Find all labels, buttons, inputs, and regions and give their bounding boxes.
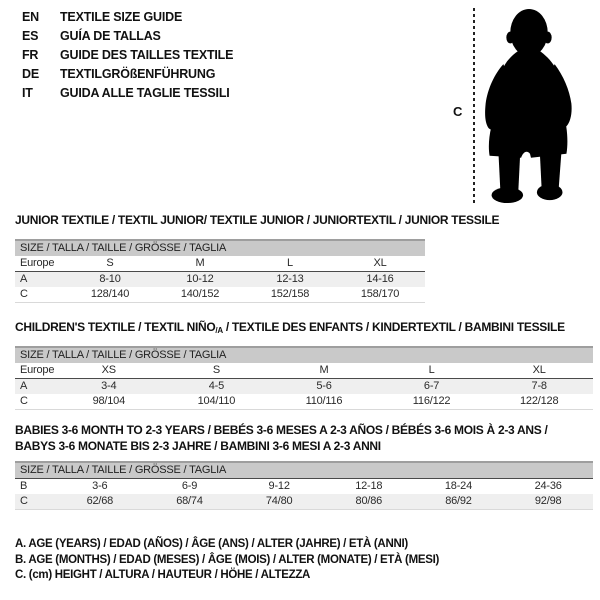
language-title: GUÍA DE TALLAS [60,29,161,43]
row-label: Europe [15,256,65,272]
table-title-babies [15,422,547,454]
size-cell: 9-12 [268,480,290,492]
language-code: DE [22,67,39,81]
size-cell: 80/86 [324,494,414,510]
row-label: B [20,480,28,492]
language-row-en [22,8,233,27]
size-cell: 140/152 [155,287,245,303]
row-label: C [15,394,55,410]
table-row-height [15,494,593,510]
table-row-europe [15,256,425,272]
size-cell: 14-16 [335,272,425,288]
size-cell: M [155,256,245,272]
size-cell: 18-24 [444,480,473,492]
size-cell: 7-8 [485,379,593,395]
table-row-height [15,394,593,410]
size-cell: S [65,256,155,272]
size-cell: 110/116 [270,394,378,410]
row-label: C [15,494,55,510]
children-size-table [15,346,593,410]
height-dashed-line [473,8,475,206]
babies-size-table [15,461,593,510]
baby-figure [445,0,600,215]
table-row-age-months [15,479,593,495]
row-label: A [15,272,65,288]
table-title-junior: JUNIOR TEXTILE / TEXTIL JUNIOR/ TEXTILE JUNIOR / JUNIORTEXTIL / JUNIOR TESSILE [15,213,500,227]
title-line-1: BABIES 3-6 MONTH TO 2-3 YEARS / BEBÉS 3-6 MESES A 2-3 AÑOS / BÉBÉS 3-6 MOIS À 2-3 ANS / [15,423,548,437]
language-title: GUIDE DES TAILLES TEXTILE [60,48,234,62]
footnote-a: A. AGE (YEARS) / EDAD (AÑOS) / ÂGE (ANS) / ALTER (JAHRE) / ETÀ (ANNI) [15,538,408,550]
title-text: CHILDREN'S TEXTILE / TEXTIL NIÑO [15,320,216,334]
table-row-height [15,287,425,303]
height-measure-label: C [453,104,463,119]
size-cell: 98/104 [55,394,163,410]
size-cell: 152/158 [245,287,335,303]
language-code: EN [22,10,39,24]
footnote-legend [15,537,439,584]
size-cell: 6-9 [181,480,198,492]
size-cell: 5-6 [270,379,378,395]
baby-silhouette-icon [479,5,579,207]
size-cell: 8-10 [65,272,155,288]
size-cell: XS [55,363,163,379]
language-title: GUIDA ALLE TAGLIE TESSILI [60,86,230,100]
size-cell: 68/74 [145,494,235,510]
size-cell: 158/170 [335,287,425,303]
size-cell: 10-12 [155,272,245,288]
language-list [22,8,233,103]
table-title-children [15,319,565,339]
language-row-es [22,27,233,46]
size-cell: 3-6 [92,480,108,492]
size-cell: 4-5 [163,379,271,395]
size-cell: 12-18 [355,480,383,492]
row-label: Europe [15,363,55,379]
size-header-label: SIZE / TALLA / TAILLE / GRÖSSE / TAGLIA [15,462,593,479]
size-cell: M [270,363,378,379]
size-header-label: SIZE / TALLA / TAILLE / GRÖSSE / TAGLIA [15,240,425,256]
size-cell: 104/110 [163,394,271,410]
size-cell: 6-7 [378,379,486,395]
language-code: ES [22,29,39,43]
size-header-row [15,462,593,479]
language-title: TEXTILE SIZE GUIDE [60,10,183,24]
size-cell: 92/98 [503,494,593,510]
row-label: C [15,287,65,303]
size-cell: S [163,363,271,379]
row-label: A [15,379,55,395]
language-row-de [22,65,233,84]
table-row-age [15,272,425,288]
size-cell: 128/140 [65,287,155,303]
title-subscript: /A [215,326,223,335]
size-cell: 122/128 [485,394,593,410]
table-row-age [15,379,593,395]
junior-size-table [15,239,425,303]
size-cell: 86/92 [414,494,504,510]
footnote-b: B. AGE (MONTHS) / EDAD (MESES) / ÂGE (MOIS) / ALTER (MONATE) / ETÀ (MESI) [15,553,440,566]
size-header-row [15,240,425,256]
language-row-fr [22,46,233,65]
size-header-label: SIZE / TALLA / TAILLE / GRÖSSE / TAGLIA [15,347,593,363]
size-cell: XL [335,256,425,272]
size-cell: L [378,363,486,379]
table-row-europe [15,363,593,379]
size-cell: L [245,256,335,272]
size-cell: XL [485,363,593,379]
language-title: TEXTILGRÖßENFÜHRUNG [60,67,216,81]
title-text: / TEXTILE DES ENFANTS / KINDERTEXTIL / BAMBINI TESSILE [222,320,565,334]
size-cell: 24-36 [534,480,562,492]
title-line-2: BABYS 3-6 MONATE BIS 2-3 JAHRE / BAMBINI 3-6 MESI A 2-3 ANNI [15,439,381,453]
language-code: IT [22,86,33,100]
size-cell: 12-13 [245,272,335,288]
size-cell: 116/122 [378,394,486,410]
size-cell: 62/68 [55,494,145,510]
language-row-it [22,84,233,103]
size-header-row [15,347,593,363]
size-cell: 74/80 [234,494,324,510]
footnote-c: C. (cm) HEIGHT / ALTURA / HAUTEUR / HÖHE / ALTEZZA [15,569,311,581]
language-code: FR [22,48,39,62]
size-cell: 3-4 [55,379,163,395]
